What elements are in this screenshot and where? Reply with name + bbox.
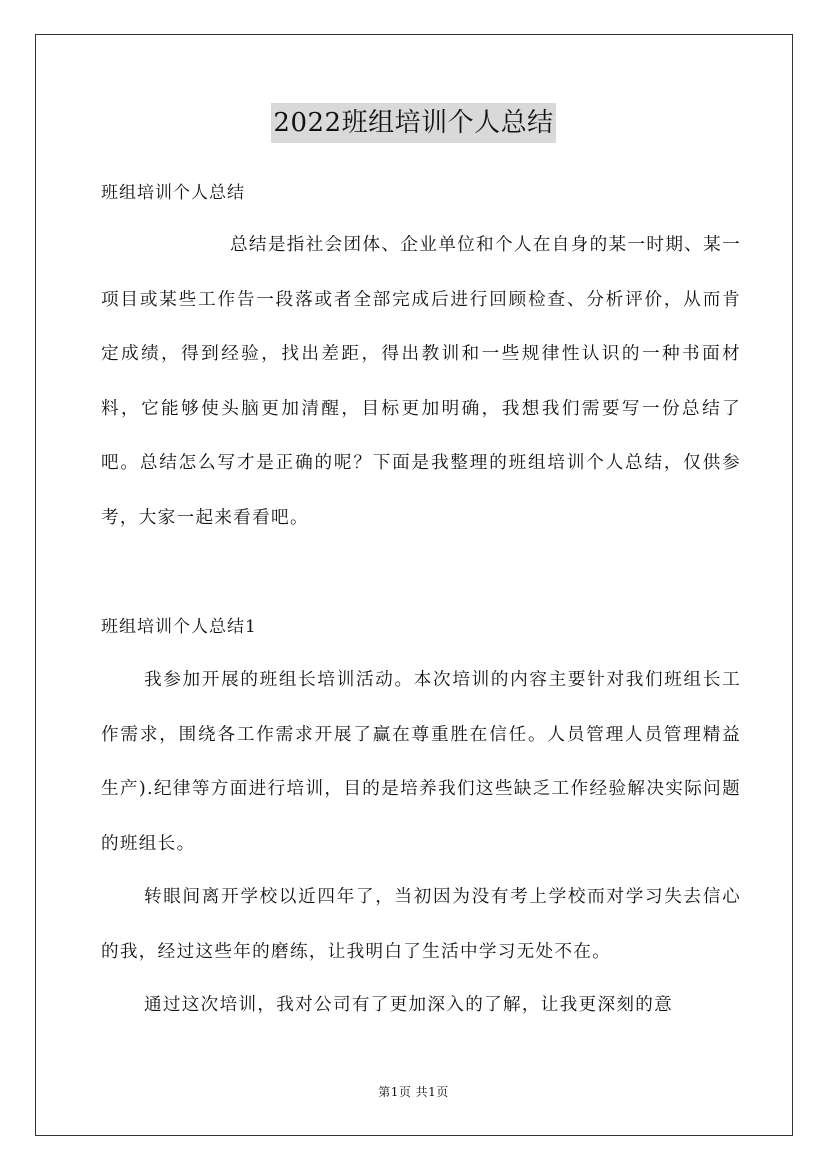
section-heading: 班组培训个人总结1 [101, 617, 257, 637]
body-paragraph-2: 转眼间离开学校以近四年了，当初因为没有考上学校而对学习失去信心的我，经过这些年的磨练，让我明白了生活中学习无处不在。 [101, 887, 741, 962]
intro-heading: 班组培训个人总结 [101, 183, 245, 203]
document-title: 2022班组培训个人总结 [271, 103, 555, 143]
body-paragraph-1: 我参加开展的班组长培训活动。本次培训的内容主要针对我们班组长工作需求，围绕各工作需求开展了赢在尊重胜在信任。人员管理人员管理精益生产).纪律等方面进行培训，目的是培养我们这些缺乏工作经验解决实际问题的班组长。 [101, 670, 741, 854]
body-paragraph-3: 通过这次培训，我对公司有了更加深入的了解，让我更深刻的意 [144, 995, 674, 1015]
page-footer: 第1页 共1页 [378, 1085, 449, 1099]
document-title-wrapper [0, 103, 827, 143]
intro-paragraph: 总结是指社会团体、企业单位和个人在自身的某一时期、某一项目或某些工作告一段落或者全部完成后进行回顾检查、分析评价，从而肯定成绩，得到经验，找出差距，得出教训和一些规律性认识的一种书面材料，它能够使头脑更加清醒，目标更加明确，我想我们需要写一份总结了吧。总结怎么写才是正确的呢？下面是我整理的班组培训个人总结，仅供参考，大家一起来看看吧。 [101, 235, 741, 528]
